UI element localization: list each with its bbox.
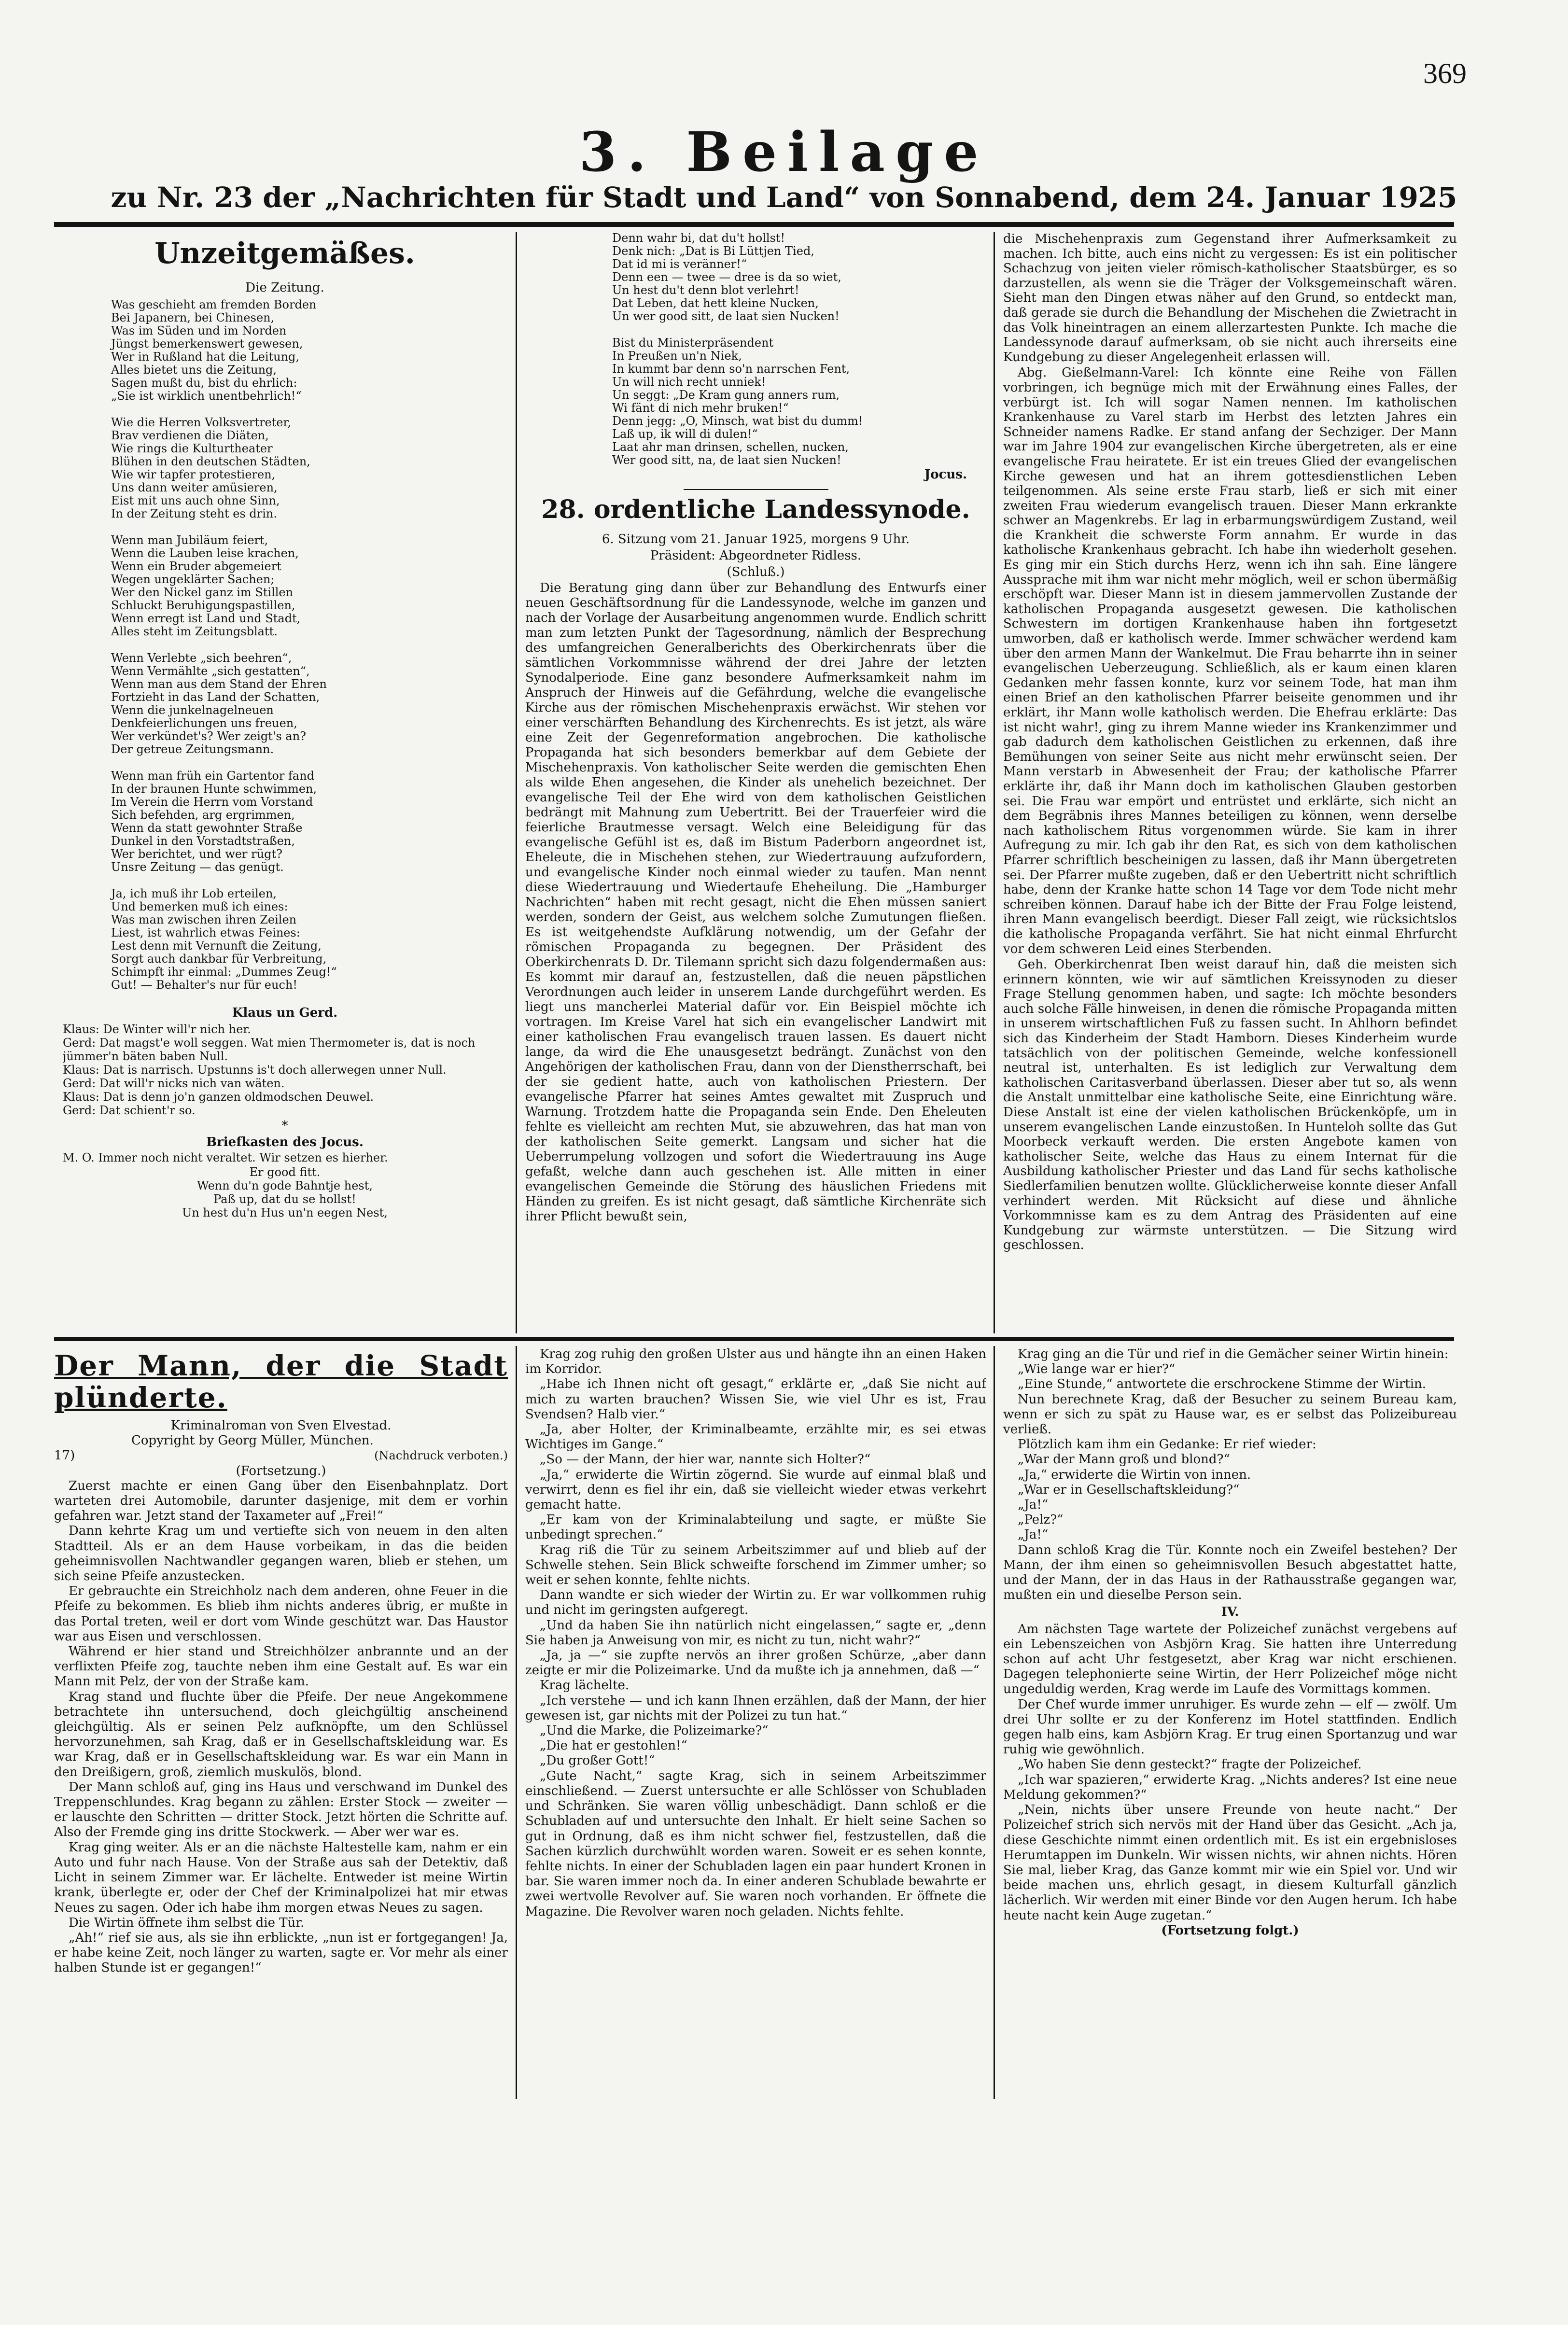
novel-paragraph: Plötzlich kam ihm ein Gedanke: Er rief wieder: (1018, 1437, 1316, 1452)
synod-headline: 28. ordentliche Landessynode. (541, 495, 970, 524)
novel-paragraph: Er gebrauchte ein Streichholz nach dem anderen, ohne Feuer in die Pfeife zu bekommen. Es blieb ihm nichts anderes übrig, er mußte in das Portal treten, weil er dort vom Winde geschützt war. Das Haustor war aus Eisen und verschlossen. (54, 1584, 508, 1644)
novel-paragraph: Krag stand und fluchte über die Pfeife. Der neue Angekommene betrachtete ihn untersuchend, doch gleichgültig anscheinend gleichgültig. Als er seinen Pelz aufknöpfte, um den Schlüssel hervorzunehmen, sah Krag, daß er in Gesellschaftskleidung war. Es war Krag, daß er in Gesellschaftskleidung war. Es war ein Mann in den Dreißigern, groß, ziemlich muskulös, blond. (54, 1689, 508, 1779)
dialog-title: Klaus un Gerd. (232, 1006, 338, 1020)
dialog-line: Gerd: Dat schient'r so. (63, 1104, 196, 1117)
novel-paragraph: Die Wirtin öffnete ihm selbst die Tür. (69, 1915, 305, 1930)
column-divider (516, 232, 517, 1333)
mailbox-text: M. O. Immer noch nicht veraltet. Wir setzen es hierher. (63, 1151, 388, 1164)
separator-star: * (281, 1119, 288, 1133)
column-divider (516, 1346, 517, 2099)
synod-paragraph: Abg. Gießelmann-Varel: Ich könnte eine Reihe von Fällen vorbringen, ich begnüge mich mit der Erwähnung eines Falles, der verbürgt ist. Ich will sogar Namen nennen. Im katholischen Krankenhause zu Varel starb im Herbst des letzten Jahres ein Schneider namens Radke. Er stand anfang der Sechziger. Der Mann war im Jahre 1904 zur evangelischen Kirche übergetreten, als er eine evangelische Frau heiratete. Er ist ein treues Glied der evangelischen Kirche gewesen und hat an ihrem gottesdienstlichen Leben teilgenommen. Als seine erste Frau starb, ließ er sich mit einer zweiten Frau wiederum evangelisch trauen. Dieser Mann erkrankte schwer an Magenkrebs. Er lag in erbarmungswürdigem Zustand, weil die Krankheit die schwerste Form annahm. Er wurde in das katholische Krankenhaus gebracht. Ich habe ihn wiederholt gesehen. Es ging mir ein Stich durchs Herz, wenn ich ihn sah. Eine längere Aussprache mit ihm war nicht mehr möglich, weil er schon übermäßig erschöpft war. Dieser Mann ist in diesem jammervollen Zustande der katholischen Propaganda ausgesetzt gewesen. Die katholischen Schwestern im dortigen Krankenhause haben ihn fortgesetzt umworben, daß er katholisch werde. Immer schwächer werdend kam über den armen Mann der Wankelmut. Die Frau beharrte ihn in seiner evangelischen Ueberzeugung. Schließlich, als er kaum einen klaren Gedanken mehr fassen konnte, kurz vor seinem Tode, hat man ihm einen Brief an den katholischen Pfarrer beiseite genommen und ihr erklärt, ihr Mann wolle katholisch werden. Die Ehefrau erklärte: Das ist nicht wahr!, ging zu ihrem Manne wieder ins Krankenzimmer und gab dadurch dem katholischen Geistlichen zu erkennen, daß ihre Bemühungen von seiner Seite aus nicht mehr erwünscht seien. Der Mann verstarb in Abwesenheit der Frau; der katholische Pfarrer erklärte ihr, daß ihr Mann doch im katholischen Glauben gestorben sei. Die Frau war empört und entrüstet und erklärte, sich nicht an dem Begräbnis ihres Mannes beteiligen zu können, wenn derselbe nach katholischem Ritus vorgenommen würde. Sie kam in ihrer Aufregung zu mir. Ich gab ihr den Rat, es sich von dem katholischen Pfarrer schriftlich bescheinigen zu lassen, daß ihr Mann übergetreten sei. Der Pfarrer mußte zugeben, daß er den Uebertritt nicht schriftlich habe, denn der Kranke hatte schon 14 Tage vor dem Tode nicht mehr schreiben können. Darauf habe ich der Bitte der Frau Folge leistend, ihren Mann evangelisch beerdigt. Dieser Fall zeigt, wie rücksichtslos die katholische Propaganda verfährt. Sie hat nicht einmal Ehrfurcht vor dem schweren Leid eines Sterbenden. (1003, 365, 1457, 956)
novel-paragraph: Krag ging weiter. Als er an die nächste Haltestelle kam, nahm er ein Auto und fuhr nach Hause. Von der Straße aus sah der Detektiv, daß Licht in seinem Zimmer war. Er lächelte. Entweder ist meine Wirtin krank, überlegte er, oder der Chef der Kriminalpolizei hat mir etwas Neues zu sagen. Oder ich habe ihm morgen etwas Neues zu sagen. (54, 1840, 508, 1915)
poem-section-title: Unzeitgemäßes. (154, 237, 415, 270)
poem-stanza: Denn wahr bi, dat du't hollst! Denk nich: „Dat is Bi Lüttjen Tied, Dat id mi is veränner!“ Denn een — twee — dree is da so wiet, Un hest du't denn blot verlehrt! Dat Leben, dat hett kleine Nucken, Un wer good sitt, de laat sien Nucken! (612, 232, 841, 323)
novel-paragraph: Der Chef wurde immer unruhiger. Es wurde zehn — elf — zwölf. Um drei Uhr sollte er zu der Konferenz im Hotel stattfinden. Endlich gegen halb eins, kam Asbjörn Krag. Er trug einen Sportanzug und war ruhig wie gewöhnlich. (1003, 1697, 1457, 1757)
poem-stanza: Wenn Verlebte „sich beehren“, Wenn Vermählte „sich gestatten“, Wenn man aus dem Stand der Ehren Fortzieht in das Land der Schatten, Wenn die junkelnagelneuen Denkfeierlichungen uns freuen, Wer verkündet's? Wer zeigt's an? Der getreue Zeitungsmann. (111, 651, 327, 756)
synod-president: Präsident: Abgeordneter Ridless. (650, 548, 862, 563)
column-novel-2 (525, 1347, 986, 2100)
novel-paragraph: „Ja, aber Holter, der Kriminalbeamte, erzählte mir, es sei etwas Wichtiges im Gange.“ (525, 1422, 986, 1452)
to-be-continued: (Fortsetzung folgt.) (1161, 1923, 1299, 1938)
column-novel-3 (1003, 1347, 1457, 2100)
novel-paragraph: „Ja!“ (1018, 1527, 1049, 1542)
novel-paragraph: Krag lächelte. (540, 1678, 630, 1693)
dialog-line: Gerd: Dat will'r nicks nich van wäten. (63, 1077, 285, 1090)
novel-paragraph: Krag riß die Tür zu seinem Arbeitszimmer auf und blieb auf der Schwelle stehen. Sein Blick schweifte forschend im Zimmer umher; so weit er sehen konnte, fehlte nichts. (525, 1542, 986, 1588)
synod-paragraph: Die Beratung ging dann über zur Behandlung des Entwurfs einer neuen Geschäftsordnung für die Landessynode, welche im ganzen und nach der Vorlage der Ausarbeitung angenommen wurde. Endlich schritt man zum letzten Punkt der Tagesordnung, nämlich der Besprechung des umfangreichen Generalberichts des Oberkirchenrats über die sämtlichen Vorkommnisse während der drei Jahre der letzten Synodalperiode. Eine ganz besondere Aufmerksamkeit nahm im Anspruch der Hinweis auf die Gefährdung, welche die evangelische Kirche aus der römischen Mischehenpraxis erwächst. Wir stehen vor einer verschärften Behandlung des Kirchenrechts. Es ist jetzt, als wäre eine Zeit der Gegenreformation angebrochen. Die katholische Propaganda hat sich besonders bemerkbar auf dem Gebiete der Mischehenpraxis. Von katholischer Seite werden die gemischten Ehen als wilde Ehen angesehen, die Kinder als unehelich bezeichnet. Der evangelische Teil der Ehe wird von dem katholischen Geistlichen bedrängt mit Mahnung zum Uebertritt. Bei der Trauerfeier wird die feierliche Brautmesse versagt. Welch eine Beleidigung für das evangelische Gefühl ist es, daß im Bistum Paderborn angeordnet ist, Eheleute, die in Mischehen stehen, zur Wiedertrauung aufzufordern, und evangelische Kinder noch einmal wieder zu taufen. Man nennt diese Wiedertrauung und Wiedertaufe Eheheilung. Die „Hamburger Nachrichten“ haben mit recht gesagt, nicht die Ehen müssen saniert werden, sondern der Geist, aus welchem solche Zumutungen fließen. Es ist weitgehendste Aufklärung notwendig, um der Gefahr der römischen Propaganda zu begegnen. Der Präsident des Oberkirchenrats D. Dr. Tilemann spricht sich dazu folgendermaßen aus: Es kommt mir darauf an, festzustellen, daß die neuen päpstlichen Verordnungen auch leider in unserem Lande durchgeführt werden. Es liegt uns mancherlei Material dafür vor. Ein Beispiel möchte ich vortragen. Im Kreise Varel hat sich ein evangelischer Landwirt mit einer katholischen Frau evangelisch trauen lassen. Es dauert nicht lange, da wird die Ehe unausgesetzt bedrängt. Zunächst von den Angehörigen der katholischen Frau, dann von der Dienstherrschaft, bei der sie gedient hatte, auch von katholischen Priestern. Der evangelische Pfarrer hat seines Amtes gewaltet mit Zuspruch und Warnung. Trotzdem hatte die Propaganda sein Ende. Den Eheleuten fehlte es vielleicht am rechten Mut, sie abzuwehren, das hat man von der katholischen Seite gemerkt. Langsam und sicher hat die Ueberrumpelung vollzogen und sofort die Wiedertrauung ins Auge gefaßt, welche dann auch geschehen ist. Alle mitten in einer evangelischen Gemeinde die Störung des häuslichen Friedens mit Händen zu greifen. Es ist nicht gesagt, daß sämtliche Kirchenräte sich ihrer Pflicht bewußt sein, (525, 581, 986, 1224)
novel-paragraph: Krag zog ruhig den großen Ulster aus und hängte ihn an einen Haken im Korridor. (525, 1347, 986, 1377)
column-divider (994, 1346, 995, 2099)
poem-stanza: Ja, ich muß ihr Lob erteilen, Und bemerken muß ich eines: Was man zwischen ihren Zeilen Liest, ist wahrlich etwas Feines: Lest denn mit Vernunft die Zeitung, Sorgt auch dankbar für Verbreitung, Schimpft ihr einmal: „Dummes Zeug!“ Gut! — Behalter's nur für euch! (111, 887, 337, 992)
novel-paragraph: Dann kehrte Krag um und vertiefte sich von neuem in den alten Stadtteil. Als er an dem Hause vorbeikam, in das die beiden geheimnisvollen Nachtwandler gegangen waren, blieb er stehen, um sich seine Pfeife anzustecken. (54, 1524, 508, 1584)
novel-paragraph: Der Mann schloß auf, ging ins Haus und verschwand im Dunkel des Treppenschlundes. Krag begann zu zählen: Erster Stock — zweiter — er lauschte den Schritten — dritter Stock. Jetzt hörten die Schritte auf. Also der Fremde ging ins dritte Stockwerk. — Aber wer war es. (54, 1779, 508, 1840)
novel-paragraph: „Eine Stunde,“ antwortete die erschrockene Stimme der Wirtin. (1018, 1377, 1427, 1392)
novel-paragraph: Dann schloß Krag die Tür. Konnte noch ein Zweifel bestehen? Der Mann, der ihm einen so geheimnisvollen Besuch abgestattet hatte, und der Mann, der in das Haus in der Rathausstraße gegangen war, mußten ein und dieselbe Person sein. (1003, 1542, 1457, 1603)
column-synod-continued (1003, 232, 1457, 1332)
continuation-note: (Fortsetzung.) (236, 1463, 326, 1478)
masthead-rule (54, 222, 1454, 227)
novel-paragraph: „Ja!“ (1018, 1498, 1049, 1513)
page-number: 369 (1423, 57, 1467, 89)
novel-paragraph: „Wo haben Sie denn gesteckt?“ fragte der Polizeichef. (1018, 1757, 1362, 1772)
novel-paragraph: „Ah!“ rief sie aus, als sie ihn erblickte, „nun ist er fortgegangen! Ja, er habe keine Zeit, noch länger zu warten, sagte er. Vor mehr als einer halben Stunde ist er gegangen!“ (54, 1930, 508, 1975)
poem-stanza: Wenn man Jubiläum feiert, Wenn die Lauben leise krachen, Wenn ein Bruder abgemeiert Wegen ungeklärter Sachen; Wer den Nickel ganz im Stillen Schluckt Beruhigungspastillen, Wenn erregt ist Land und Stadt, Alles steht im Zeitungsblatt. (111, 533, 301, 638)
novel-paragraph: „Und die Marke, die Polizeimarke?“ (540, 1723, 769, 1738)
novel-paragraph: „Du großer Gott!“ (540, 1753, 655, 1768)
novel-paragraph: „Ich verstehe — und ich kann Ihnen erzählen, daß der Mann, der hier gewesen ist, gar nichts mit der Polizei zu tun hat.“ (525, 1693, 986, 1723)
novel-paragraph: „Ja,“ erwiderte die Wirtin zögernd. Sie wurde auf einmal blaß und verwirrt, denn es fiel ihr ein, daß sie vielleicht wieder etwas verkehrt gemacht hatte. (525, 1467, 986, 1513)
synod-conclusion-note: (Schluß.) (727, 565, 785, 579)
dialog-line: Klaus: De Winter will'r nich her. (63, 1022, 251, 1036)
supplement-title: 3. Beilage (579, 121, 989, 184)
novel-paragraph: „Nein, nichts über unsere Freunde von heute nacht.“ Der Polizeichef strich sich nervös mit der Hand über das Gesicht. „Ach ja, diese Geschichte nimmt einen ordentlich mit. Es ist ein ergebnisloses Herumtappen im Dunkeln. Wir wissen nichts, wir ahnen nichts. Hören Sie mal, lieber Krag, das Ganze kommt mir wie ein Spiel vor. Und wir beide machen uns, ehrlich gesagt, in diesem Kulturfall gänzlich lächerlich. Wir werden mit einer Binde vor den Augen herum. Ich habe heute nacht kein Auge zugetan.“ (1003, 1803, 1457, 1923)
poem-stanza: Wenn man früh ein Gartentor fand In der braunen Hunte schwimmen, Im Verein die Herrn vom Vorstand Sich befehden, arg ergrimmen, Wenn da statt gewohnter Straße Dunkel in den Vorstadtstraßen, Wer berichtet, und wer rügt? Unsre Zeitung — das genügt. (111, 769, 317, 874)
novel-paragraph: „Er kam von der Kriminalabteilung und sagte, er müßte Sie unbedingt sprechen.“ (525, 1513, 986, 1542)
chapter-heading: IV. (1221, 1605, 1239, 1620)
novel-paragraph: Während er hier stand und Streichhölzer anbrannte und an der verflixten Pfeife zog, tauchte neben ihm eine Gestalt auf. Es war ein Mann mit Pelz, der von der Straße kam. (54, 1644, 508, 1689)
novel-paragraph: „Die hat er gestohlen!“ (540, 1738, 687, 1753)
novel-paragraph: „So — der Mann, der hier war, nannte sich Holter?“ (540, 1452, 871, 1467)
dialog-line: Gerd: Dat magst'e woll seggen. Wat mien Thermometer is, dat is noch jümmer'n bäten baben Null. (63, 1036, 476, 1063)
poem-stanza: Bist du Ministerpräsendent In Preußen un'n Niek, In kummt bar denn so'n narrschen Fent, Un will nich recht unniek! Un seggt: „De Kram gung anners rum, Wi fänt di nich mehr bruken!“ Denn jegg: „O, Minsch, wat bist du dumm! Laß up, ik will di dulen!“ Laat ahr man drinsen, schellen, nucken, Wer good sitt, na, de laat sien Nucken! (612, 336, 863, 467)
short-rule (684, 489, 828, 490)
novel-paragraph: „Ja,“ erwiderte die Wirtin von innen. (1018, 1467, 1251, 1482)
novel-title: Der Mann, der die Stadt plünderte. (54, 1349, 508, 1414)
column-novel-1 (54, 1347, 508, 2100)
mailbox-poem: Er good fitt. Wenn du'n gode Bahntje hest, Paß up, dat du se hollst! Un hest du'n Hus un'n eegen Nest, (182, 1165, 388, 1219)
novel-paragraph: Nun berechnete Krag, daß der Besucher zu seinem Bureau kam, wenn er sich zu spät zu Hause war, es er selbst das Polizeibureau verließ. (1003, 1392, 1457, 1437)
novel-paragraph: „Habe ich Ihnen nicht oft gesagt,“ erklärte er, „daß Sie nicht auf mich zu warten brauchen? Wissen Sie, wie viel Uhr es ist, Frau Svendsen? Halb vier.“ (525, 1377, 986, 1422)
novel-copyright: Copyright by Georg Müller, München. (131, 1433, 374, 1448)
synod-session: 6. Sitzung vom 21. Januar 1925, morgens 9 Uhr. (602, 532, 910, 546)
dialog-line: Klaus: Dat is denn jo'n ganzen oldmodschen Deuwel. (63, 1090, 374, 1104)
novel-paragraph: „Ja, ja —“ sie zupfte nervös an ihrer großen Schürze, „aber dann zeigte er mir die Polizeimarke. Und da mußte ich ja annehmen, daß —“ (525, 1648, 986, 1678)
novel-paragraph: „Gute Nacht,“ sagte Krag, sich in seinem Arbeitszimmer einschließend. — Zuerst untersuchte er alle Schlösser von Schubladen und Schränken. Sie waren völlig unbeschädigt. Dann schloß er die Schubladen auf und untersuchte den Inhalt. Er hielt seine Sachen so gut in Ordnung, daß es ihm nicht schwer fiel, festzustellen, daß die Sachen kürzlich durchwühlt worden waren. Soweit er es sehen konnte, fehlte nichts. In einer der Schubladen lagen ein paar hundert Kronen in bar. Sie waren immer noch da. In einer anderen Schublade bewahrte er zwei wertvolle Revolver auf. Sie waren noch vorhanden. Er öffnete die Magazine. Die Revolver waren noch geladen. Nichts fehlte. (525, 1768, 986, 1919)
novel-paragraph: Am nächsten Tage wartete der Polizeichef zunächst vergebens auf ein Lebenszeichen von Asbjörn Krag. Sie hatten ihre Unterredung schon auf acht Uhr festgesetzt, aber Krag war nicht erschienen. Dagegen telephonierte seine Wirtin, der Herr Polizeichef möge nicht ungeduldig werden, Krag werde im Laufe des Vormittags kommen. (1003, 1622, 1457, 1697)
novel-paragraph: Dann wandte er sich wieder der Wirtin zu. Er war vollkommen ruhig und nicht im geringsten aufgeregt. (525, 1588, 986, 1618)
section-rule (54, 1337, 1454, 1341)
novel-paragraph: Zuerst machte er einen Gang über den Eisenbahnplatz. Dort warteten drei Automobile, darunter dasjenige, mit dem er vorhin gefahren war. Jetzt stand der Taxameter auf „Frei!“ (54, 1478, 508, 1524)
supplement-subtitle: zu Nr. 23 der „Nachrichten für Stadt und Land“ von Sonnabend, dem 24. Januar 1925 (111, 181, 1457, 214)
column-divider (994, 232, 995, 1333)
column-synod (525, 232, 986, 1332)
poem-stanza: Was geschieht am fremden Borden Bei Japanern, bei Chinesen, Was im Süden und im Norden Jüngst bemerkenswert gewesen, Wer in Rußland hat die Leitung, Alles bietet uns die Zeitung, Sagen mußt du, bist du ehrlich: „Sie ist wirklich unentbehrlich!“ (111, 298, 317, 403)
poem-title: Die Zeitung. (245, 280, 324, 295)
novel-paragraph: „Ich war spazieren,“ erwiderte Krag. „Nichts anderes? Ist eine neue Meldung gekommen?“ (1003, 1772, 1457, 1802)
synod-paragraph: die Mischehenpraxis zum Gegenstand ihrer Aufmerksamkeit zu machen. Ich bitte, auch eins nicht zu vergessen: Es ist ein politischer Schachzug von jeiten vieler römisch-katholischer Staatsbürger, es so darzustellen, als wenn sie die Träger der Volksgemeinschaft wären. Sieht man den Dingen etwas näher auf den Grund, so entdeckt man, daß gerade sie durch die Behandlung der Mischehen die Zwietracht in das Volk hineintragen an einem allerzartesten Punkte. Ich mache die Landessynode darauf aufmerksam, ob sie nicht auch ihrerseits eine Kundgebung zu dieser Angelegenheit erlassen will. (1003, 232, 1457, 364)
installment-number: 17) (54, 1448, 75, 1463)
dialog-line: Klaus: Dat is narrisch. Upstunns is't doch allerwegen unner Null. (63, 1063, 447, 1077)
synod-paragraph: Geh. Oberkirchenrat Iben weist darauf hin, daß die meisten sich erinnern könnten, wie wir auf sämtlichen Kreissynoden zu dieser Frage Stellung genommen haben, und sagte: Ich möchte besonders auch solche Fälle hinweisen, in denen die römische Propaganda mitten in unserem wirtschaftlichen Fuß zu fassen sucht. In Ahlhorn befindet sich das Kinderheim der Stadt Hamborn. Dieses Kinderheim wurde tatsächlich von der politischen Gemeinde, welche konfessionell neutral ist, unterhalten. Es ist lediglich zur Verwaltung dem katholischen Caritasverband überlassen. Dieser aber tut so, als wenn die Anstalt unmittelbar eine katholische Seite, eine Einrichtung wäre. Diese Anstalt ist eine der vielen katholischen Brückenköpfe, um in unserem evangelischen Lande einzustoßen. In Hunteloh sollte das Gut Moorbeck verkauft werden. Die ersten Angebote kamen von katholischer Seite, welche das Haus zu einem Internat für die Ausbildung katholischer Priester und das Land für sechs katholische Siedlerfamilien benutzen wollte. Glücklicherweise konnte dieser Anfall verhindert werden. Mit Rücksicht auf diese und ähnliche Vorkommnisse kam es zu dem Antrag des Präsidenten auf eine Kundgebung zur wärmste unterstützen. — Die Sitzung wird geschlossen. (1003, 957, 1457, 1253)
novel-paragraph: „Wie lange war er hier?“ (1018, 1362, 1176, 1377)
novel-paragraph: Krag ging an die Tür und rief in die Gemächer seiner Wirtin hinein: (1018, 1347, 1449, 1361)
poem-signature: Jocus. (924, 467, 967, 482)
poem-stanza: Wie die Herren Volksvertreter, Brav verdienen die Diäten, Wie rings die Kulturtheater Blühen in den deutschen Städten, Wie wir tapfer protestieren, Uns dann weiter amüsieren, Eist mit uns auch ohne Sinn, In der Zeitung steht es drin. (111, 416, 310, 520)
novel-paragraph: „War er in Gesellschaftskleidung?“ (1018, 1482, 1240, 1497)
novel-paragraph: „War der Mann groß und blond?“ (1018, 1452, 1230, 1467)
novel-genre: Kriminalroman von Sven Elvestad. (170, 1418, 392, 1433)
mailbox-title: Briefkasten des Jocus. (206, 1135, 364, 1149)
reprint-notice: (Nachdruck verboten.) (374, 1449, 508, 1463)
column-poems (63, 232, 507, 1332)
novel-paragraph: „Pelz?“ (1018, 1513, 1064, 1527)
novel-paragraph: „Und da haben Sie ihn natürlich nicht eingelassen,“ sagte er, „denn Sie haben ja Anweisung von mir, es nicht zu tun, nicht wahr?“ (525, 1618, 986, 1648)
